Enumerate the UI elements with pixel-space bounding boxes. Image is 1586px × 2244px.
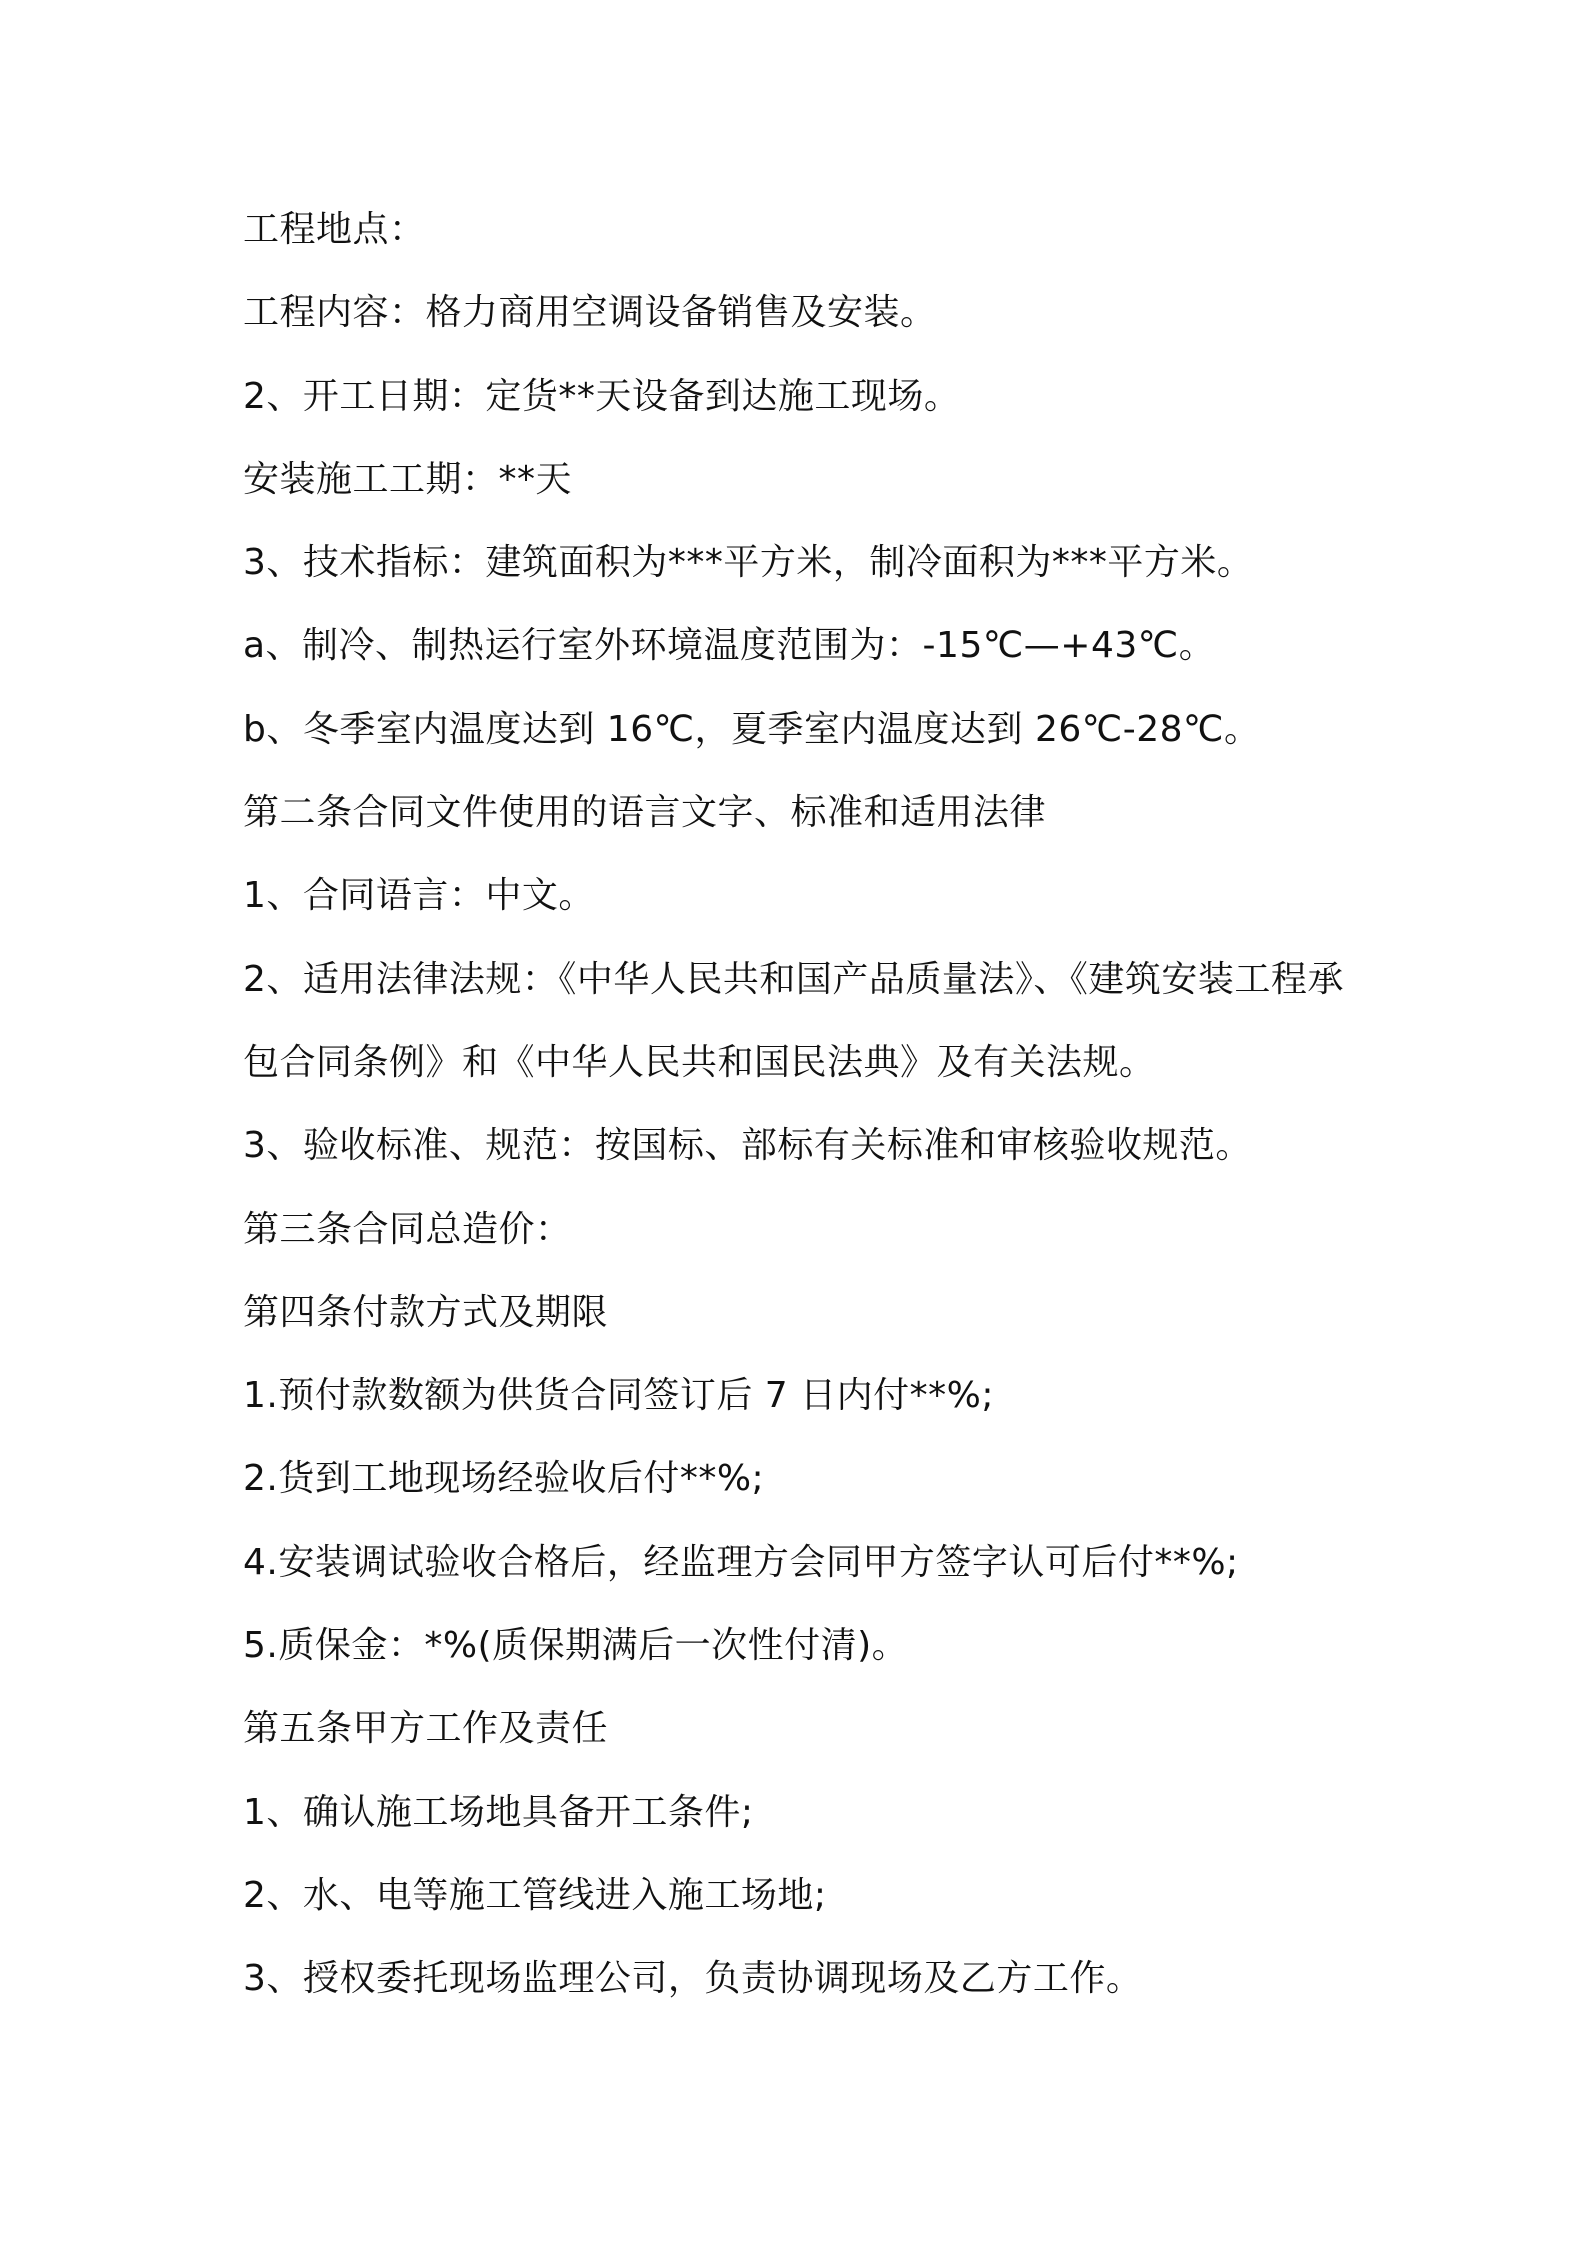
installation-payment-line: 4.安装调试验收合格后，经监理方会同甲方签字认可后付**%;	[243, 1541, 1239, 1583]
article-five-heading: 第五条甲方工作及责任	[243, 1708, 609, 1750]
supervision-line: 3、授权委托现场监理公司，负责协调现场及乙方工作。	[243, 1958, 1143, 2000]
acceptance-standards-line: 3、验收标准、规范：按国标、部标有关标准和审核验收规范。	[243, 1125, 1252, 1167]
delivery-payment-line: 2.货到工地现场经验收后付**%;	[243, 1458, 765, 1500]
warranty-deposit-line: 5.质保金：*%(质保期满后一次性付清)。	[243, 1625, 909, 1667]
article-three-heading: 第三条合同总造价：	[243, 1208, 572, 1250]
utilities-line: 2、水、电等施工管线进入施工场地;	[243, 1874, 827, 1916]
start-date-line: 2、开工日期：定货**天设备到达施工现场。	[243, 375, 961, 417]
site-conditions-line: 1、确认施工场地具备开工条件;	[243, 1791, 754, 1833]
contract-language-line: 1、合同语言：中文。	[243, 875, 595, 917]
document-body	[243, 200, 1423, 2033]
project-content-line: 工程内容：格力商用空调设备销售及安装。	[243, 292, 937, 334]
advance-payment-line: 1.预付款数额为供货合同签订后 7 日内付**%;	[243, 1375, 994, 1417]
applicable-laws-continued-line: 包合同条例》和《中华人民共和国民法典》及有关法规。	[243, 1041, 1156, 1083]
outdoor-temp-range-line: a、制冷、制热运行室外环境温度范围为：-15℃—+43℃。	[243, 625, 1216, 667]
install-period-line: 安装施工工期：**天	[243, 458, 573, 500]
article-four-heading: 第四条付款方式及期限	[243, 1291, 609, 1333]
project-location-line: 工程地点：	[243, 209, 426, 250]
article-two-heading: 第二条合同文件使用的语言文字、标准和适用法律	[243, 792, 1047, 834]
indoor-temp-line: b、冬季室内温度达到 16℃，夏季室内温度达到 26℃-28℃。	[243, 708, 1261, 750]
technical-spec-line: 3、技术指标：建筑面积为***平方米，制冷面积为***平方米。	[243, 542, 1254, 584]
applicable-laws-line: 2、适用法律法规：《中华人民共和国产品质量法》、《建筑安装工程承	[243, 958, 1344, 1000]
